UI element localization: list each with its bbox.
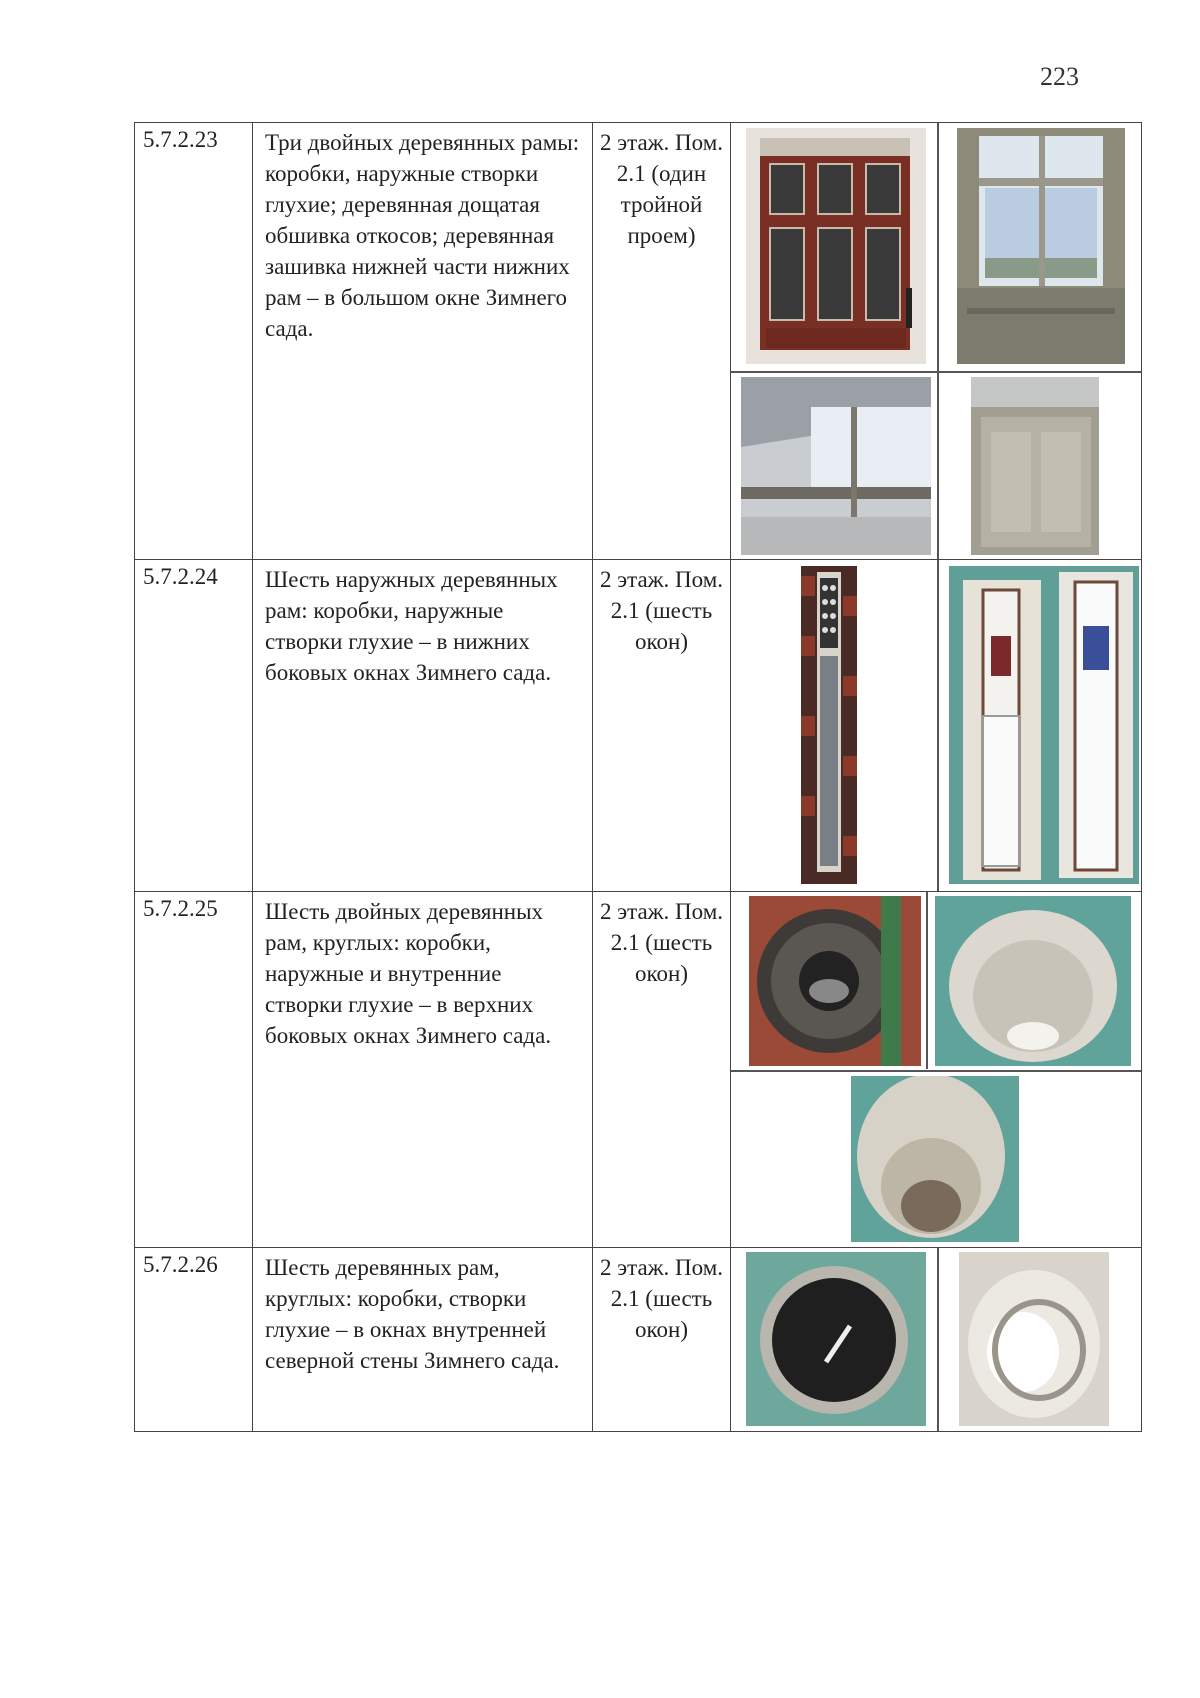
windows-table	[134, 122, 1142, 1432]
table-row	[135, 123, 1141, 560]
row-description: Шесть двойных деревянных рам, круглых: коробки, наружные и внутренние створки глухие – в верхних боковых окнах Зимнего сада.	[253, 892, 593, 1247]
photo-round-window-interior	[935, 896, 1131, 1066]
row-number: 5.7.2.26	[135, 1248, 253, 1431]
page-number: 223	[1040, 62, 1079, 91]
photo-window-reveal	[741, 377, 931, 555]
row-number: 5.7.2.23	[135, 123, 253, 559]
photo-narrow-window-exterior	[801, 566, 857, 884]
row-location: 2 этаж. Пом. 2.1 (шесть окон)	[593, 560, 731, 891]
table-row	[135, 1248, 1141, 1431]
row-description: Шесть деревянных рам, круглых: коробки, створки глухие – в окнах внутренней северной стены Зимнего сада.	[253, 1248, 593, 1431]
row-location: 2 этаж. Пом. 2.1 (шесть окон)	[593, 892, 731, 1247]
photo-wooden-panel	[971, 377, 1099, 555]
photo-round-window-light	[959, 1252, 1109, 1426]
photo-round-window-deep	[851, 1076, 1019, 1242]
photo-grid	[731, 892, 1141, 1247]
row-location: 2 этаж. Пом. 2.1 (шесть окон)	[593, 1248, 731, 1431]
photo-round-window-dark	[746, 1252, 926, 1426]
table-row	[135, 892, 1141, 1248]
photo-grid	[731, 123, 1141, 559]
photo-grid	[731, 560, 1141, 891]
row-number: 5.7.2.25	[135, 892, 253, 1247]
row-number: 5.7.2.24	[135, 560, 253, 891]
photo-window-sky	[957, 128, 1125, 364]
photo-grid	[731, 1248, 1141, 1431]
photo-narrow-windows-interior	[949, 566, 1139, 884]
row-description: Три двойных деревянных рамы: коробки, наружные створки глухие; деревянная дощатая обшивка откосов; деревянная зашивка нижней части нижних рам – в большом окне Зимнего сада.	[253, 123, 593, 559]
row-location: 2 этаж. Пом. 2.1 (один тройной проем)	[593, 123, 731, 559]
photo-round-window-exterior	[749, 896, 921, 1066]
photo-triple-window-exterior	[746, 128, 926, 364]
row-description: Шесть наружных деревянных рам: коробки, наружные створки глухие – в нижних боковых окнах Зимнего сада.	[253, 560, 593, 891]
table-row	[135, 560, 1141, 892]
